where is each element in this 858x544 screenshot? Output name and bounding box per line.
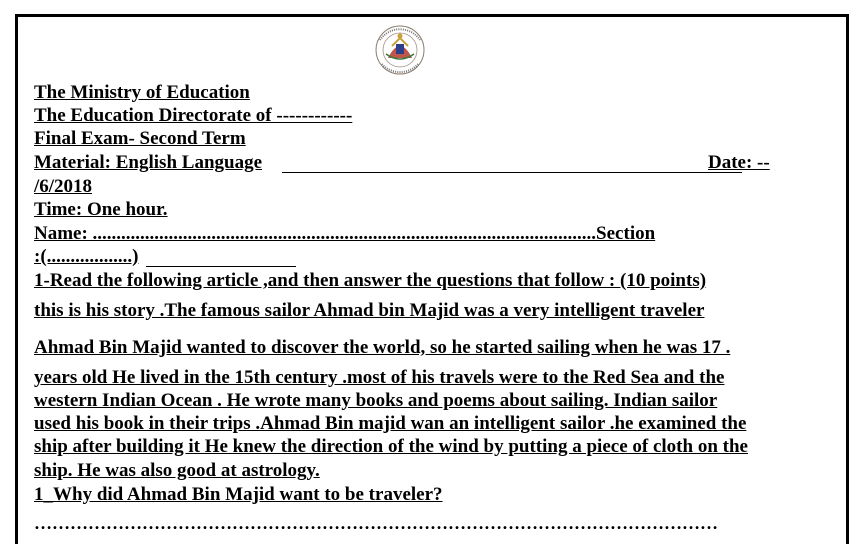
directorate-line: The Education Directorate of ------------ <box>34 105 353 126</box>
passage-line-1: this is his story .The famous sailor Ahmad bin Majid was a very intelligent traveler <box>34 300 705 321</box>
section-underline <box>146 266 296 267</box>
sub-question-1: 1_Why did Ahmad Bin Majid want to be traveler? <box>34 484 443 505</box>
exam-title: Final Exam- Second Term <box>34 128 246 149</box>
date-continuation: /6/2018 <box>34 176 93 197</box>
passage-line-6: ship after building it He knew the direction of the wind by putting a piece of cloth on the <box>34 436 748 457</box>
material-underline <box>282 172 742 173</box>
passage-line-4: western Indian Ocean . He wrote many books and poems about sailing. Indian sailor <box>34 390 718 411</box>
passage-line-7: ship. He was also good at astrology. <box>34 460 320 481</box>
name-section-line: Name: ..........................................................................................................Section <box>34 223 656 244</box>
section-continuation: :(..................) <box>34 246 139 267</box>
time-line: Time: One hour. <box>34 199 168 220</box>
passage-line-2: Ahmad Bin Majid wanted to discover the world, so he started sailing when he was 17 . <box>34 337 731 358</box>
material-line: Material: English Language <box>34 152 263 173</box>
passage-line-3: years old He lived in the 15th century .most of his travels were to the Red Sea and the <box>34 367 725 388</box>
date-label: Date: -- <box>708 152 770 173</box>
ministry-title: The Ministry of Education <box>34 82 250 103</box>
question1-instruction: 1-Read the following article ,and then answer the questions that follow : (10 points) <box>34 270 707 291</box>
answer-dots: …………………………………………………………………………………………………… <box>34 513 718 533</box>
passage-line-5: used his book in their trips .Ahmad Bin majid wan an intelligent sailor .he examined the <box>34 413 747 434</box>
ministry-emblem <box>358 24 442 76</box>
